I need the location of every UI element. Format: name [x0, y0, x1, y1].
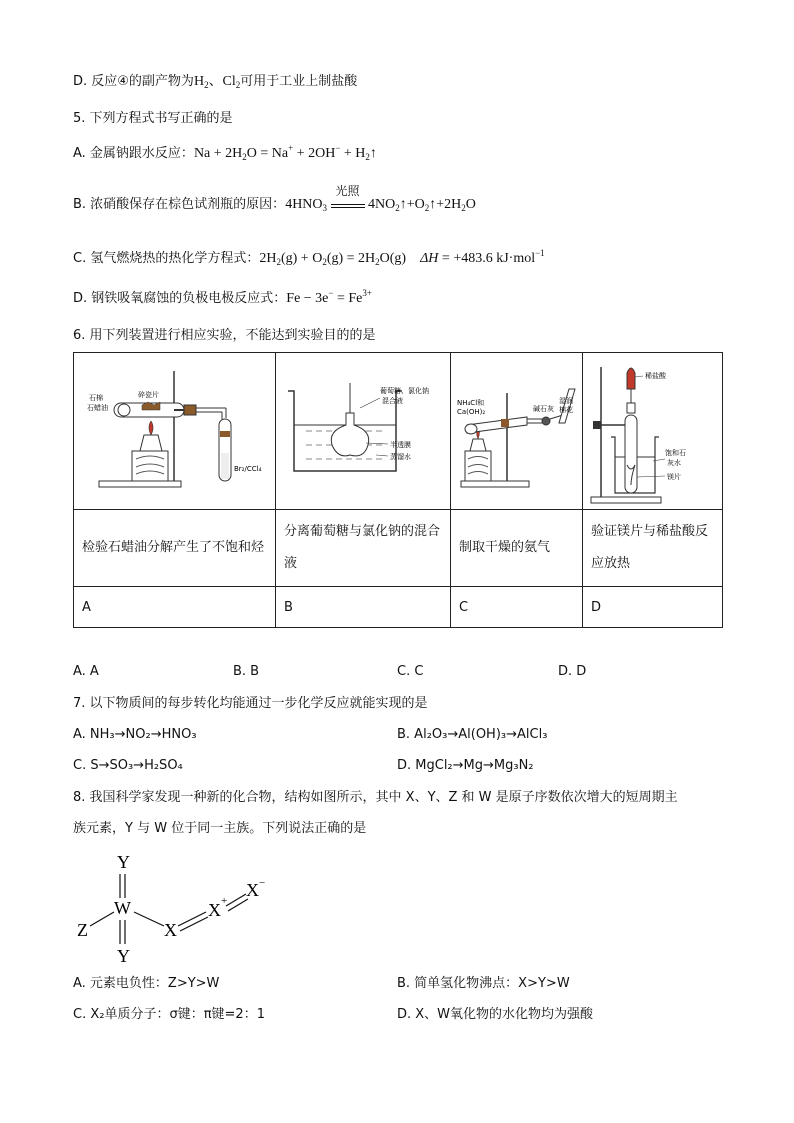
- q6-choice-c: C. C: [397, 664, 424, 679]
- q6-purpose-a: 检验石蜡油分解产生了不饱和烃: [74, 510, 276, 587]
- q6-figure-c-cell: [451, 353, 583, 510]
- q7-option-c: C. S→SO₃→H₂SO₄: [73, 758, 183, 773]
- fig-c-label-3: 碱石灰: [533, 405, 554, 413]
- q8-structure-diagram: [70, 850, 310, 970]
- q6-table: [73, 352, 723, 628]
- q7-option-b: B. Al₂O₃→Al(OH)₃→AlCl₃: [397, 727, 548, 742]
- q5b-equation: $4HNO_3$ 光照 $4NO_2↑+O_2↑+2H_2O$: [285, 184, 476, 213]
- atom-z: Z: [77, 920, 88, 940]
- q5d-equation: $Fe - 3e^- = Fe^{3+}$: [286, 288, 372, 306]
- q5a-label: A. 金属钠跟水反应：: [73, 146, 194, 161]
- q6-purpose-d: 验证镁片与稀盐酸反应放热: [583, 510, 723, 587]
- q8-option-c: C. X₂单质分子：σ键：π键=2：1: [73, 1007, 265, 1022]
- fig-b-label-1: 葡萄糖、氯化钠: [380, 387, 429, 395]
- atom-y-top: Y: [117, 852, 130, 872]
- q5-option-b: [73, 184, 476, 214]
- atom-x-2: X: [208, 900, 221, 920]
- q5-stem: 5. 下列方程式书写正确的是: [73, 111, 233, 126]
- q5d-label: D. 钢铁吸氧腐蚀的负极电极反应式：: [73, 291, 287, 306]
- fig-c-label-2: Ca(OH)₂: [457, 408, 486, 416]
- fig-a-label-4: Br₂/CCl₄: [234, 465, 262, 473]
- fig-b-label-2: 混合液: [382, 397, 403, 405]
- q6-choice-a: A. A: [73, 664, 99, 679]
- q5-option-d: [73, 290, 372, 308]
- q8-option-a: A. 元素电负性：Z>Y>W: [73, 976, 220, 991]
- q6-figure-a-cell: [74, 353, 276, 510]
- q8-option-b: B. 简单氢化物沸点：X>Y>W: [397, 976, 570, 991]
- apparatus-b-figure: [276, 353, 451, 509]
- q7-option-a: A. NH₃→NO₂→HNO₃: [73, 727, 197, 742]
- q8-option-d: D. X、W氧化物的水化物均为强酸: [397, 1007, 594, 1022]
- q5c-label: C. 氢气燃烧热的热化学方程式：: [73, 251, 260, 266]
- fig-a-label-1: 石棉: [89, 394, 103, 402]
- fig-c-label-4: 湿润: [559, 397, 573, 405]
- q8-stem-line-1: 8. 我国科学家发现一种新的化合物，结构如图所示，其中 X、Y、Z 和 W 是原子序数依次增大的短周期主: [73, 790, 678, 805]
- q6-figure-d-cell: [583, 353, 723, 510]
- q6-label-a: A: [74, 587, 276, 628]
- q6-stem: 6. 用下列装置进行相应实验，不能达到实验目的的是: [73, 328, 376, 343]
- q7-stem: 7. 以下物质间的每步转化均能通过一步化学反应就能实现的是: [73, 696, 428, 711]
- q4d-formula: $H_2$、$Cl_2$: [193, 74, 241, 90]
- q6-purpose-b: 分离葡萄糖与氯化钠的混合液: [276, 510, 451, 587]
- fig-d-label-3: 灰水: [667, 459, 681, 467]
- charge-plus: +: [221, 895, 228, 907]
- q4d-suffix: 可用于工业上制盐酸: [240, 74, 358, 89]
- q5c-equation: $2H_2(g) + O_2(g) = 2H_2O(g)$ ΔH = +483.6 kJ·mol$^{-1}$: [259, 248, 545, 267]
- q6-figure-b-cell: [276, 353, 451, 510]
- q6-label-d: D: [583, 587, 723, 628]
- fig-d-label-4: 镁片: [667, 473, 681, 481]
- q6-purpose-c: 制取干燥的氨气: [451, 510, 583, 587]
- fig-b-label-3: 半透膜: [390, 441, 411, 449]
- fig-d-label-2: 饱和石: [665, 449, 686, 457]
- fig-a-label-2: 石蜡油: [87, 404, 108, 412]
- q6-choice-d: D. D: [558, 664, 587, 679]
- fig-d-label-1: 稀盐酸: [645, 372, 666, 380]
- q4d-prefix: D. 反应④的副产物为: [73, 74, 194, 89]
- q6-label-b: B: [276, 587, 451, 628]
- charge-minus: −: [259, 877, 266, 889]
- q6-label-c: C: [451, 587, 583, 628]
- fig-c-label-5: 棉花: [559, 406, 573, 414]
- q8-stem-line-2: 族元素，Y 与 W 位于同一主族。下列说法正确的是: [73, 821, 367, 836]
- atom-y-bottom: Y: [117, 946, 130, 966]
- q5-option-a: [73, 145, 377, 163]
- q4-option-d: [73, 73, 357, 91]
- fig-a-label-3: 碎瓷片: [138, 391, 159, 399]
- atom-x-1: X: [164, 920, 177, 940]
- q5a-equation: $Na + 2H_2O = Na^+ + 2OH^-$ + $H_2↑$: [193, 143, 377, 162]
- fig-b-label-4: 蒸馏水: [390, 453, 411, 461]
- apparatus-d-figure: [583, 353, 723, 509]
- q6-choice-b: B. B: [233, 664, 260, 679]
- fig-c-label-1: NH₄Cl和: [457, 399, 485, 407]
- q5b-condition: 光照: [335, 184, 360, 198]
- q7-option-d: D. MgCl₂→Mg→Mg₃N₂: [397, 758, 534, 773]
- q5b-label: B. 浓硝酸保存在棕色试剂瓶的原因：: [73, 197, 286, 212]
- atom-x-3: X: [246, 880, 259, 900]
- atom-w: W: [114, 898, 131, 918]
- apparatus-c-figure: [451, 353, 583, 509]
- apparatus-a-figure: [74, 353, 276, 509]
- q5-option-c: [73, 250, 545, 268]
